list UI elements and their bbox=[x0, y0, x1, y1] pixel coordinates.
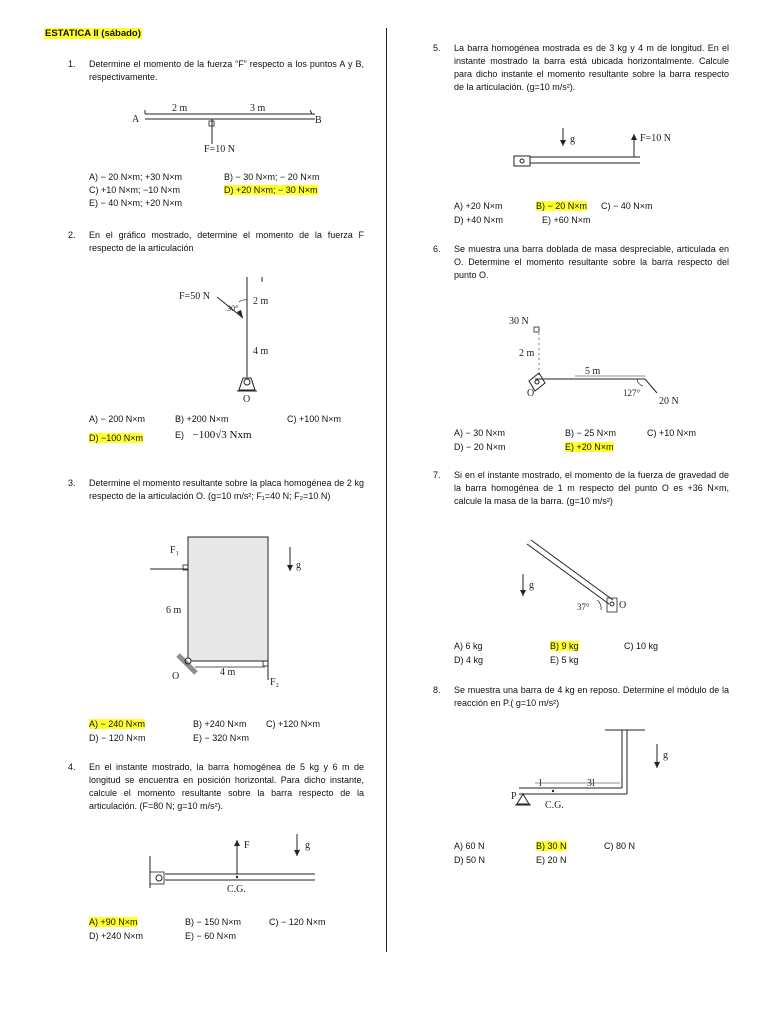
option-d[interactable]: D) − 20 N×m bbox=[454, 442, 506, 452]
label-g: g bbox=[663, 750, 668, 761]
figure-q5 bbox=[510, 124, 710, 174]
question-text: En el instante mostrado, la barra homogénea de 5 kg y 6 m de longitud se encuentra en posición horizontal. Para dicho instante, calcule el momento resultante sobre la barra respecto de la articulación. (F=80 N; g=10 m/s²). bbox=[89, 762, 364, 811]
option-b[interactable]: B) 9 kg bbox=[550, 641, 579, 651]
question-text: En el gráfico mostrado, determine el momento de la fuerza F respecto de la articulación bbox=[89, 230, 364, 253]
option-b[interactable]: B) 30 N bbox=[536, 841, 567, 851]
question-text: Se muestra una barra de 4 kg en reposo. Determine el módulo de la reacción en P.( g=10 m/s²) bbox=[454, 685, 729, 708]
option-e[interactable]: E) +60 N×m bbox=[542, 215, 591, 225]
label-force: F=10 N bbox=[204, 144, 235, 155]
option-a[interactable]: A) 60 N bbox=[454, 841, 485, 851]
option-a[interactable]: A) − 30 N×m bbox=[454, 428, 506, 438]
label-angle: 30° bbox=[227, 304, 239, 313]
question-text: Si en el instante mostrado, el momento de la fuerza de gravedad de la barra homogénea de 1 m respecto del punto O es +36 N×m, calcule la masa de la barra. (g=10 m/s²) bbox=[454, 470, 729, 506]
option-e[interactable]: E) −100√3 Nxm bbox=[175, 429, 252, 441]
label-f2: F₂ bbox=[270, 677, 280, 688]
option-b[interactable]: B) +240 N×m bbox=[193, 719, 247, 729]
question-text: Determine el momento resultante sobre la placa homogénea de 2 kg respecto de la articulación O. (g=10 m/s²; F₁=40 N; F₂=10 N) bbox=[89, 478, 364, 501]
option-a[interactable]: A) +20 N×m bbox=[454, 201, 503, 211]
option-c[interactable]: C) +10 N×m; −10 N×m bbox=[89, 185, 181, 195]
label-g: g bbox=[529, 580, 534, 591]
label-d1: l bbox=[539, 778, 542, 789]
option-e-math: −100√3 Nxm bbox=[192, 429, 252, 441]
option-d[interactable]: D) −100 N×m bbox=[89, 433, 144, 443]
question-4 bbox=[68, 761, 364, 817]
question-5 bbox=[433, 42, 729, 112]
label-force: F=10 N bbox=[640, 133, 671, 144]
option-a[interactable]: A) +90 N×m bbox=[89, 917, 138, 927]
option-b[interactable]: B) − 25 N×m bbox=[565, 428, 617, 438]
label-g: g bbox=[305, 840, 310, 851]
question-number: 7. bbox=[433, 470, 441, 480]
option-b[interactable]: B) − 30 N×m; − 20 N×m bbox=[224, 172, 320, 182]
question-number: 3. bbox=[68, 478, 76, 488]
option-a[interactable]: A) − 240 N×m bbox=[89, 719, 146, 729]
question-number: 8. bbox=[433, 685, 441, 695]
figure-q3 bbox=[150, 535, 320, 695]
option-e[interactable]: E) 5 kg bbox=[550, 655, 579, 665]
option-c[interactable]: C) 10 kg bbox=[624, 641, 659, 651]
question-7 bbox=[433, 469, 729, 525]
label-angle: 37° bbox=[577, 602, 590, 612]
figure-q4 bbox=[145, 826, 325, 896]
question-3 bbox=[68, 477, 364, 519]
figure-q6 bbox=[505, 296, 695, 411]
option-d[interactable]: D) − 120 N×m bbox=[89, 733, 146, 743]
option-a[interactable]: A) − 20 N×m; +30 N×m bbox=[89, 172, 183, 182]
option-c[interactable]: C) 80 N bbox=[604, 841, 636, 851]
question-text: La barra homogénea mostrada es de 3 kg y 4 m de longitud. En el instante mostrado la barra está ubicada horizontalmente. Calcule para dicho instante el momento resultante sobre la barra respecto de la articulación. (g=10 m/s²). bbox=[454, 43, 729, 92]
option-b[interactable]: B) +200 N×m bbox=[175, 414, 229, 424]
figure-q7 bbox=[515, 538, 665, 618]
option-b[interactable]: B) − 150 N×m bbox=[185, 917, 242, 927]
question-8 bbox=[433, 684, 729, 712]
label-f: F bbox=[244, 840, 250, 851]
option-b[interactable]: B) − 20 N×m bbox=[536, 201, 588, 211]
option-d[interactable]: D) +20 N×m; − 30 N×m bbox=[224, 185, 318, 195]
question-number: 2. bbox=[68, 230, 76, 240]
option-e[interactable]: E) +20 N×m bbox=[565, 442, 614, 452]
option-c[interactable]: C) +120 N×m bbox=[266, 719, 321, 729]
label-p: P bbox=[511, 791, 517, 802]
figure-q1 bbox=[130, 100, 330, 160]
figure-q8 bbox=[505, 728, 685, 818]
option-c[interactable]: C) +100 N×m bbox=[287, 414, 342, 424]
column-divider bbox=[386, 28, 387, 952]
option-e[interactable]: E) − 60 N×m bbox=[185, 931, 237, 941]
label-o: O bbox=[172, 671, 180, 682]
label-cg: C.G. bbox=[545, 800, 564, 811]
label-height: 6 m bbox=[166, 605, 182, 616]
label-o: O bbox=[527, 388, 535, 399]
option-e[interactable]: E) − 40 N×m; +20 N×m bbox=[89, 198, 183, 208]
label-f1: 30 N bbox=[509, 316, 529, 327]
question-2 bbox=[68, 229, 364, 257]
option-c[interactable]: C) − 120 N×m bbox=[269, 917, 326, 927]
option-d[interactable]: D) +240 N×m bbox=[89, 931, 144, 941]
label-d2: 3 m bbox=[250, 103, 266, 114]
option-e[interactable]: E) 20 N bbox=[536, 855, 567, 865]
option-a[interactable]: A) − 200 N×m bbox=[89, 414, 146, 424]
option-d[interactable]: D) 4 kg bbox=[454, 655, 484, 665]
question-text: Se muestra una barra doblada de masa despreciable, articulada en O. Determine el momento resultante sobre la barra respecto del punto O. bbox=[454, 244, 729, 280]
label-g: g bbox=[570, 134, 575, 145]
question-text: Determine el momento de la fuerza “F” respecto a los puntos A y B, respectivamente. bbox=[89, 59, 364, 82]
option-c[interactable]: C) − 40 N×m bbox=[601, 201, 653, 211]
label-cg: C.G. bbox=[227, 884, 246, 895]
label-g: g bbox=[296, 560, 301, 571]
label-d2: 3l bbox=[587, 778, 595, 789]
label-o: O bbox=[243, 394, 251, 405]
option-d[interactable]: D) 50 N bbox=[454, 855, 486, 865]
label-f2: 20 N bbox=[659, 396, 679, 407]
label-width: 4 m bbox=[220, 667, 236, 678]
option-c[interactable]: C) +10 N×m bbox=[647, 428, 697, 438]
label-o: O bbox=[619, 600, 627, 611]
question-number: 4. bbox=[68, 762, 76, 772]
label-f1: F₁ bbox=[170, 545, 180, 556]
label-d1: 2 m bbox=[253, 296, 269, 307]
label-b: B bbox=[315, 115, 322, 126]
label-a: A bbox=[132, 114, 140, 125]
label-d1: 2 m bbox=[172, 103, 188, 114]
label-d2: 5 m bbox=[585, 366, 601, 377]
question-number: 5. bbox=[433, 43, 441, 53]
label-force: F=50 N bbox=[179, 291, 210, 302]
option-d[interactable]: D) +40 N×m bbox=[454, 215, 504, 225]
label-d2: 4 m bbox=[253, 346, 269, 357]
label-angle: 127° bbox=[623, 388, 641, 398]
option-a[interactable]: A) 6 kg bbox=[454, 641, 483, 651]
question-number: 1. bbox=[68, 59, 76, 69]
option-e[interactable]: E) − 320 N×m bbox=[193, 733, 250, 743]
label-d1: 2 m bbox=[519, 348, 535, 359]
figure-q2 bbox=[175, 272, 285, 405]
page-title: ESTATICA II (sábado) bbox=[45, 28, 141, 39]
question-1 bbox=[68, 58, 364, 86]
question-number: 6. bbox=[433, 244, 441, 254]
question-6 bbox=[433, 243, 729, 285]
